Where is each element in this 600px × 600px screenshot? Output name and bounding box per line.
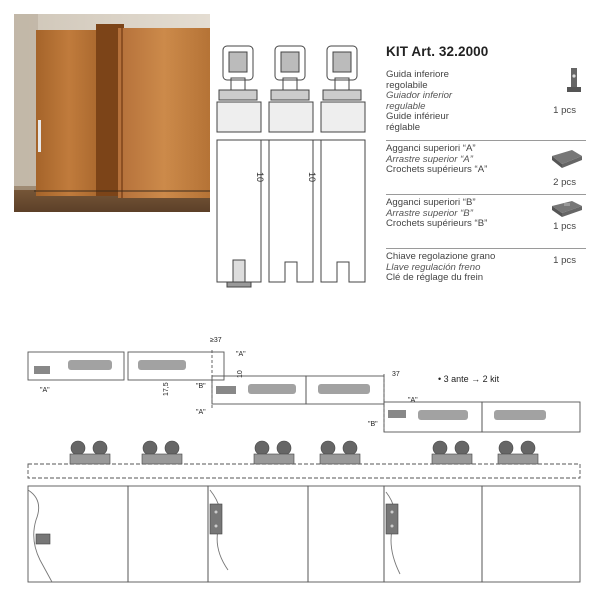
floor-guide-icon (566, 68, 582, 96)
item-name-it-4: Chiave regolazione grano (386, 251, 496, 262)
label-a-4: "A" (408, 397, 418, 404)
item-name-es-1b: regulable (386, 100, 426, 112)
dim-10-left: 10 (255, 172, 265, 183)
carriage-elev-1 (70, 441, 110, 464)
door-leaf-5 (384, 486, 482, 582)
label-a-1: "A" (40, 387, 50, 394)
list-item-floor-guide (386, 70, 586, 134)
item-qty-3: 1 pcs (553, 221, 576, 232)
item-name-fr-3: Crochets supérieurs “B” (386, 218, 488, 230)
kit-title: KIT Art. 32.2000 (386, 44, 489, 59)
door-panel-top-2 (269, 102, 313, 132)
installation-plan-drawing (0, 330, 600, 600)
hook-b-icon (550, 198, 584, 220)
hook-bracket-2 (386, 504, 398, 534)
item-name-it-3: Agganci superiori “B” (386, 197, 476, 208)
divider-3 (386, 248, 586, 249)
item-name-it-1: Guida inferiore (386, 69, 449, 80)
track-elevation (28, 464, 580, 478)
door-panel-top-1 (217, 102, 261, 132)
item-name-it-1b: regolabile (386, 79, 428, 91)
floor-guide-elev (36, 534, 50, 544)
door-elevation-drawing (205, 38, 375, 293)
dim-10-right: 10 (307, 172, 317, 183)
list-item-hook-b (386, 198, 586, 230)
item-name-es-1: Guiador inferior (386, 90, 453, 102)
label-a-2: "A" (236, 351, 246, 358)
label-b-2: "B" (368, 421, 378, 428)
item-name-it-2: Agganci superiori “A” (386, 143, 476, 154)
carriage-3 (323, 46, 361, 100)
floor-guide (233, 260, 245, 282)
carriage-1 (219, 46, 257, 100)
label-a-3: "A" (196, 409, 206, 416)
dim-10-plan: 10 (237, 370, 244, 378)
item-name-fr-1: Guide inférieur (386, 111, 449, 123)
divider-1 (386, 140, 586, 141)
label-b-1: "B" (196, 383, 206, 390)
list-item-hook-a (386, 143, 586, 188)
sliding-door-photo (14, 14, 210, 212)
carriage-elev-2 (142, 441, 182, 464)
hook-a-icon (550, 146, 584, 170)
door-leaf-3 (208, 486, 308, 582)
door-leaf-2 (128, 486, 208, 582)
door-panel-top-3 (321, 102, 365, 132)
dim-17-5: 17,5 (163, 382, 170, 396)
item-qty-1: 1 pcs (553, 105, 576, 116)
item-name-fr-1b: réglable (386, 121, 421, 133)
carriage-elev-5 (432, 441, 472, 464)
divider-2 (386, 194, 586, 195)
item-name-es-2: Arrastre superior “A” (386, 153, 473, 165)
door-panel-3 (321, 140, 365, 282)
item-name-fr-4: Clé de réglage du frein (386, 272, 484, 284)
door-leaf-6 (482, 486, 580, 582)
hook-bracket-1 (210, 504, 222, 534)
item-qty-4: 1 pcs (553, 255, 576, 266)
door-leaf-4 (308, 486, 384, 582)
item-name-es-4: Llave regulación freno (386, 261, 481, 273)
dim-37: 37 (392, 371, 400, 378)
dim-ge37: ≥37 (210, 337, 222, 344)
item-name-fr-2: Crochets supérieurs “A” (386, 164, 488, 176)
item-qty-2: 2 pcs (553, 177, 576, 188)
list-item-key (386, 252, 586, 284)
product-photo (14, 14, 210, 212)
carriage-elev-3 (254, 441, 294, 464)
carriage-2 (271, 46, 309, 100)
carriage-elev-4 (320, 441, 360, 464)
carriage-elev-6 (498, 441, 538, 464)
kit-count-note: • 3 ante → 2 kit (438, 374, 500, 384)
door-panel-2 (269, 140, 313, 282)
item-name-es-3: Arrastre superior “B” (386, 207, 473, 219)
